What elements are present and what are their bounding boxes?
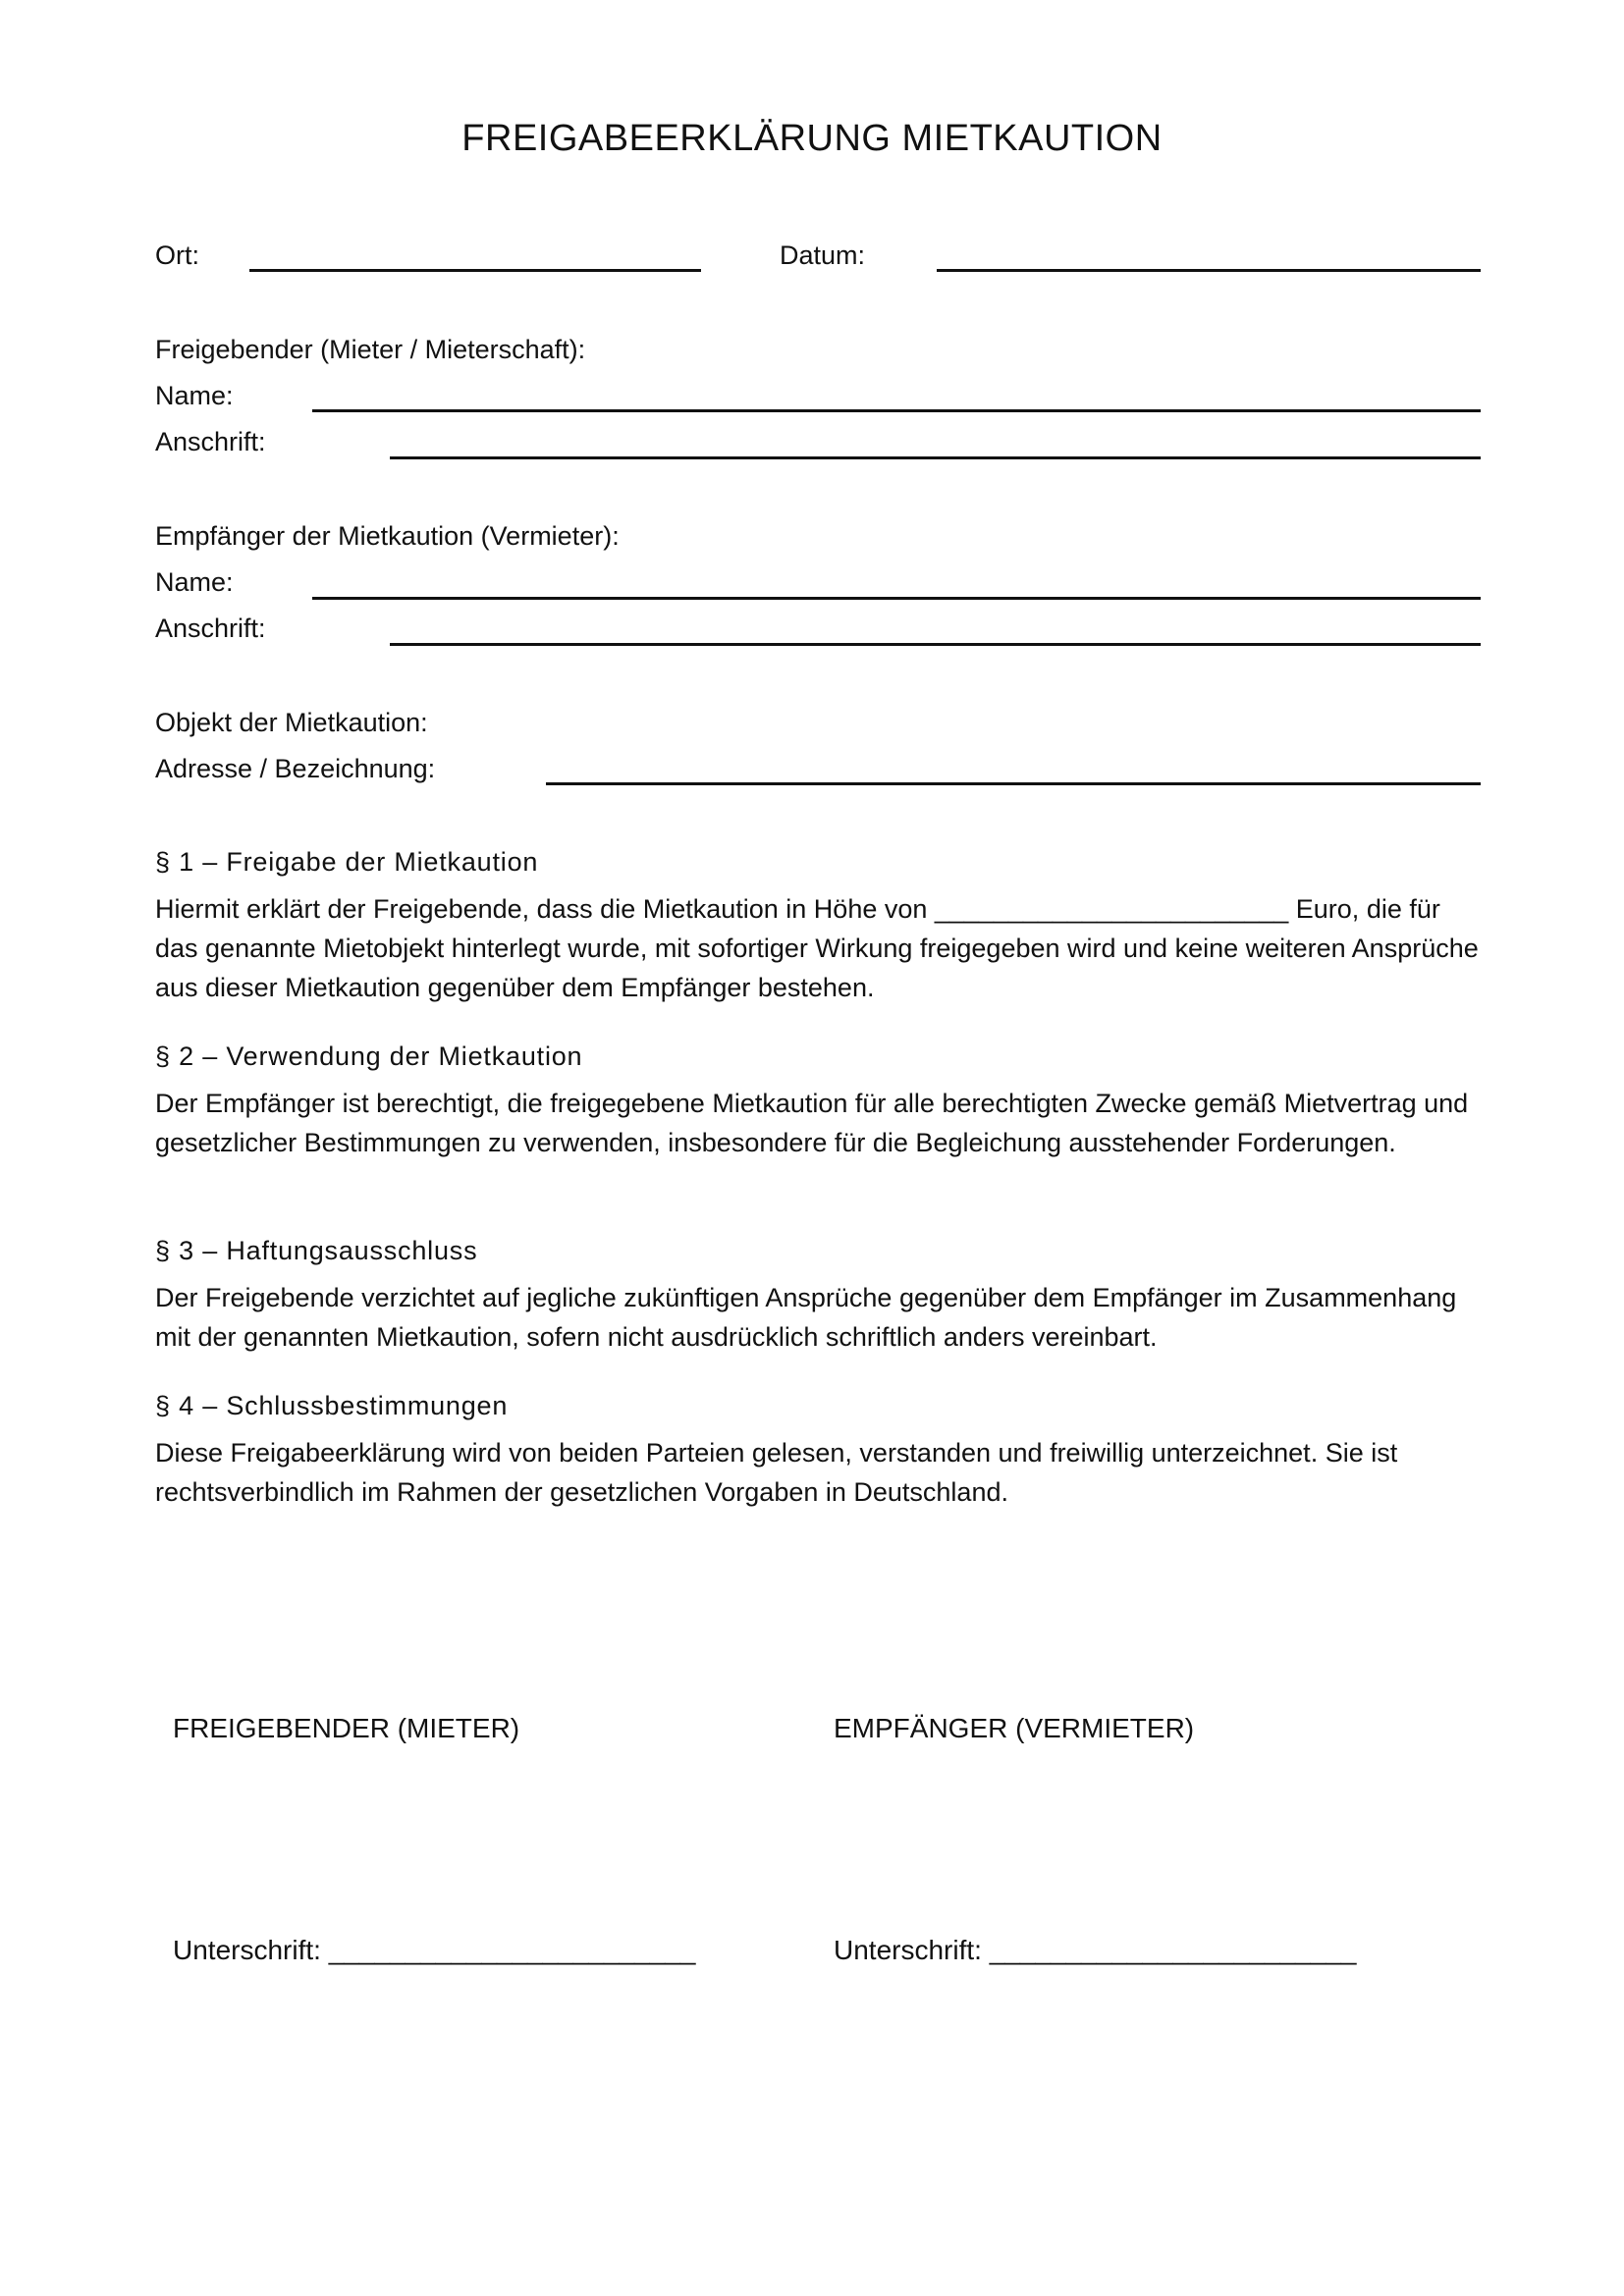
objekt-address-field[interactable]: [546, 782, 1481, 785]
section-3-heading: § 3 – Haftungsausschluss: [155, 1236, 478, 1265]
section-2-text: Der Empfänger ist berechtigt, die freigegebene Mietkaution für alle berechtigten Zwecke gemäß Mietvertrag und gesetzlicher Bestimmungen zu verwenden, insbesondere für die Begleichung ausstehender Forderungen.: [155, 1089, 1469, 1157]
document-title: FREIGABEERKLÄRUNG MIETKAUTION: [461, 118, 1163, 159]
ort-field[interactable]: [249, 269, 701, 272]
empfaenger-name-field[interactable]: [312, 597, 1481, 600]
objekt-address-label: Adresse / Bezeichnung:: [155, 754, 436, 783]
freigebender-address-label: Anschrift:: [155, 427, 266, 456]
signature-left-heading: FREIGEBENDER (MIETER): [173, 1713, 520, 1743]
section-1-heading: § 1 – Freigabe der Mietkaution: [155, 847, 539, 877]
ort-label: Ort:: [155, 240, 199, 270]
section-4-heading: § 4 – Schlussbestimmungen: [155, 1391, 509, 1420]
section-4-text: Diese Freigabeerklärung wird von beiden Parteien gelesen, verstanden und freiwillig unterzeichnet. Sie ist rechtsverbindlich im Rahmen der gesetzlichen Vorgaben in Deutschland.: [155, 1438, 1398, 1507]
signature-left-line[interactable]: Unterschrift: ________________________: [173, 1935, 696, 1965]
section-2-heading: § 2 – Verwendung der Mietkaution: [155, 1041, 583, 1071]
freigebender-address-field[interactable]: [390, 456, 1481, 459]
empfaenger-address-label: Anschrift:: [155, 614, 266, 643]
freigebender-heading: Freigebender (Mieter / Mieterschaft):: [155, 335, 586, 364]
objekt-heading: Objekt der Mietkaution:: [155, 708, 428, 737]
section-1-text: Hiermit erklärt der Freigebende, dass die Mietkaution in Höhe von ________________________ Euro, die für das genannte Mietobjekt hinterlegt wurde, mit sofortiger Wirkung freigegeben wird und keine weiteren Ansprüche aus dieser Mietkaution gegenüber dem Empfänger bestehen.: [155, 894, 1479, 1002]
signature-right-heading: EMPFÄNGER (VERMIETER): [834, 1713, 1195, 1743]
freigebender-name-label: Name:: [155, 381, 234, 410]
signature-right-line[interactable]: Unterschrift: ________________________: [834, 1935, 1357, 1965]
section-3-text: Der Freigebende verzichtet auf jegliche zukünftigen Ansprüche gegenüber dem Empfänger im Zusammenhang mit der genannten Mietkaution, sofern nicht ausdrücklich schriftlich anders vereinbart.: [155, 1283, 1457, 1352]
empfaenger-heading: Empfänger der Mietkaution (Vermieter):: [155, 521, 620, 551]
freigebender-name-field[interactable]: [312, 409, 1481, 412]
empfaenger-address-field[interactable]: [390, 643, 1481, 646]
datum-field[interactable]: [937, 269, 1481, 272]
datum-label: Datum:: [780, 240, 866, 270]
empfaenger-name-label: Name:: [155, 567, 234, 597]
